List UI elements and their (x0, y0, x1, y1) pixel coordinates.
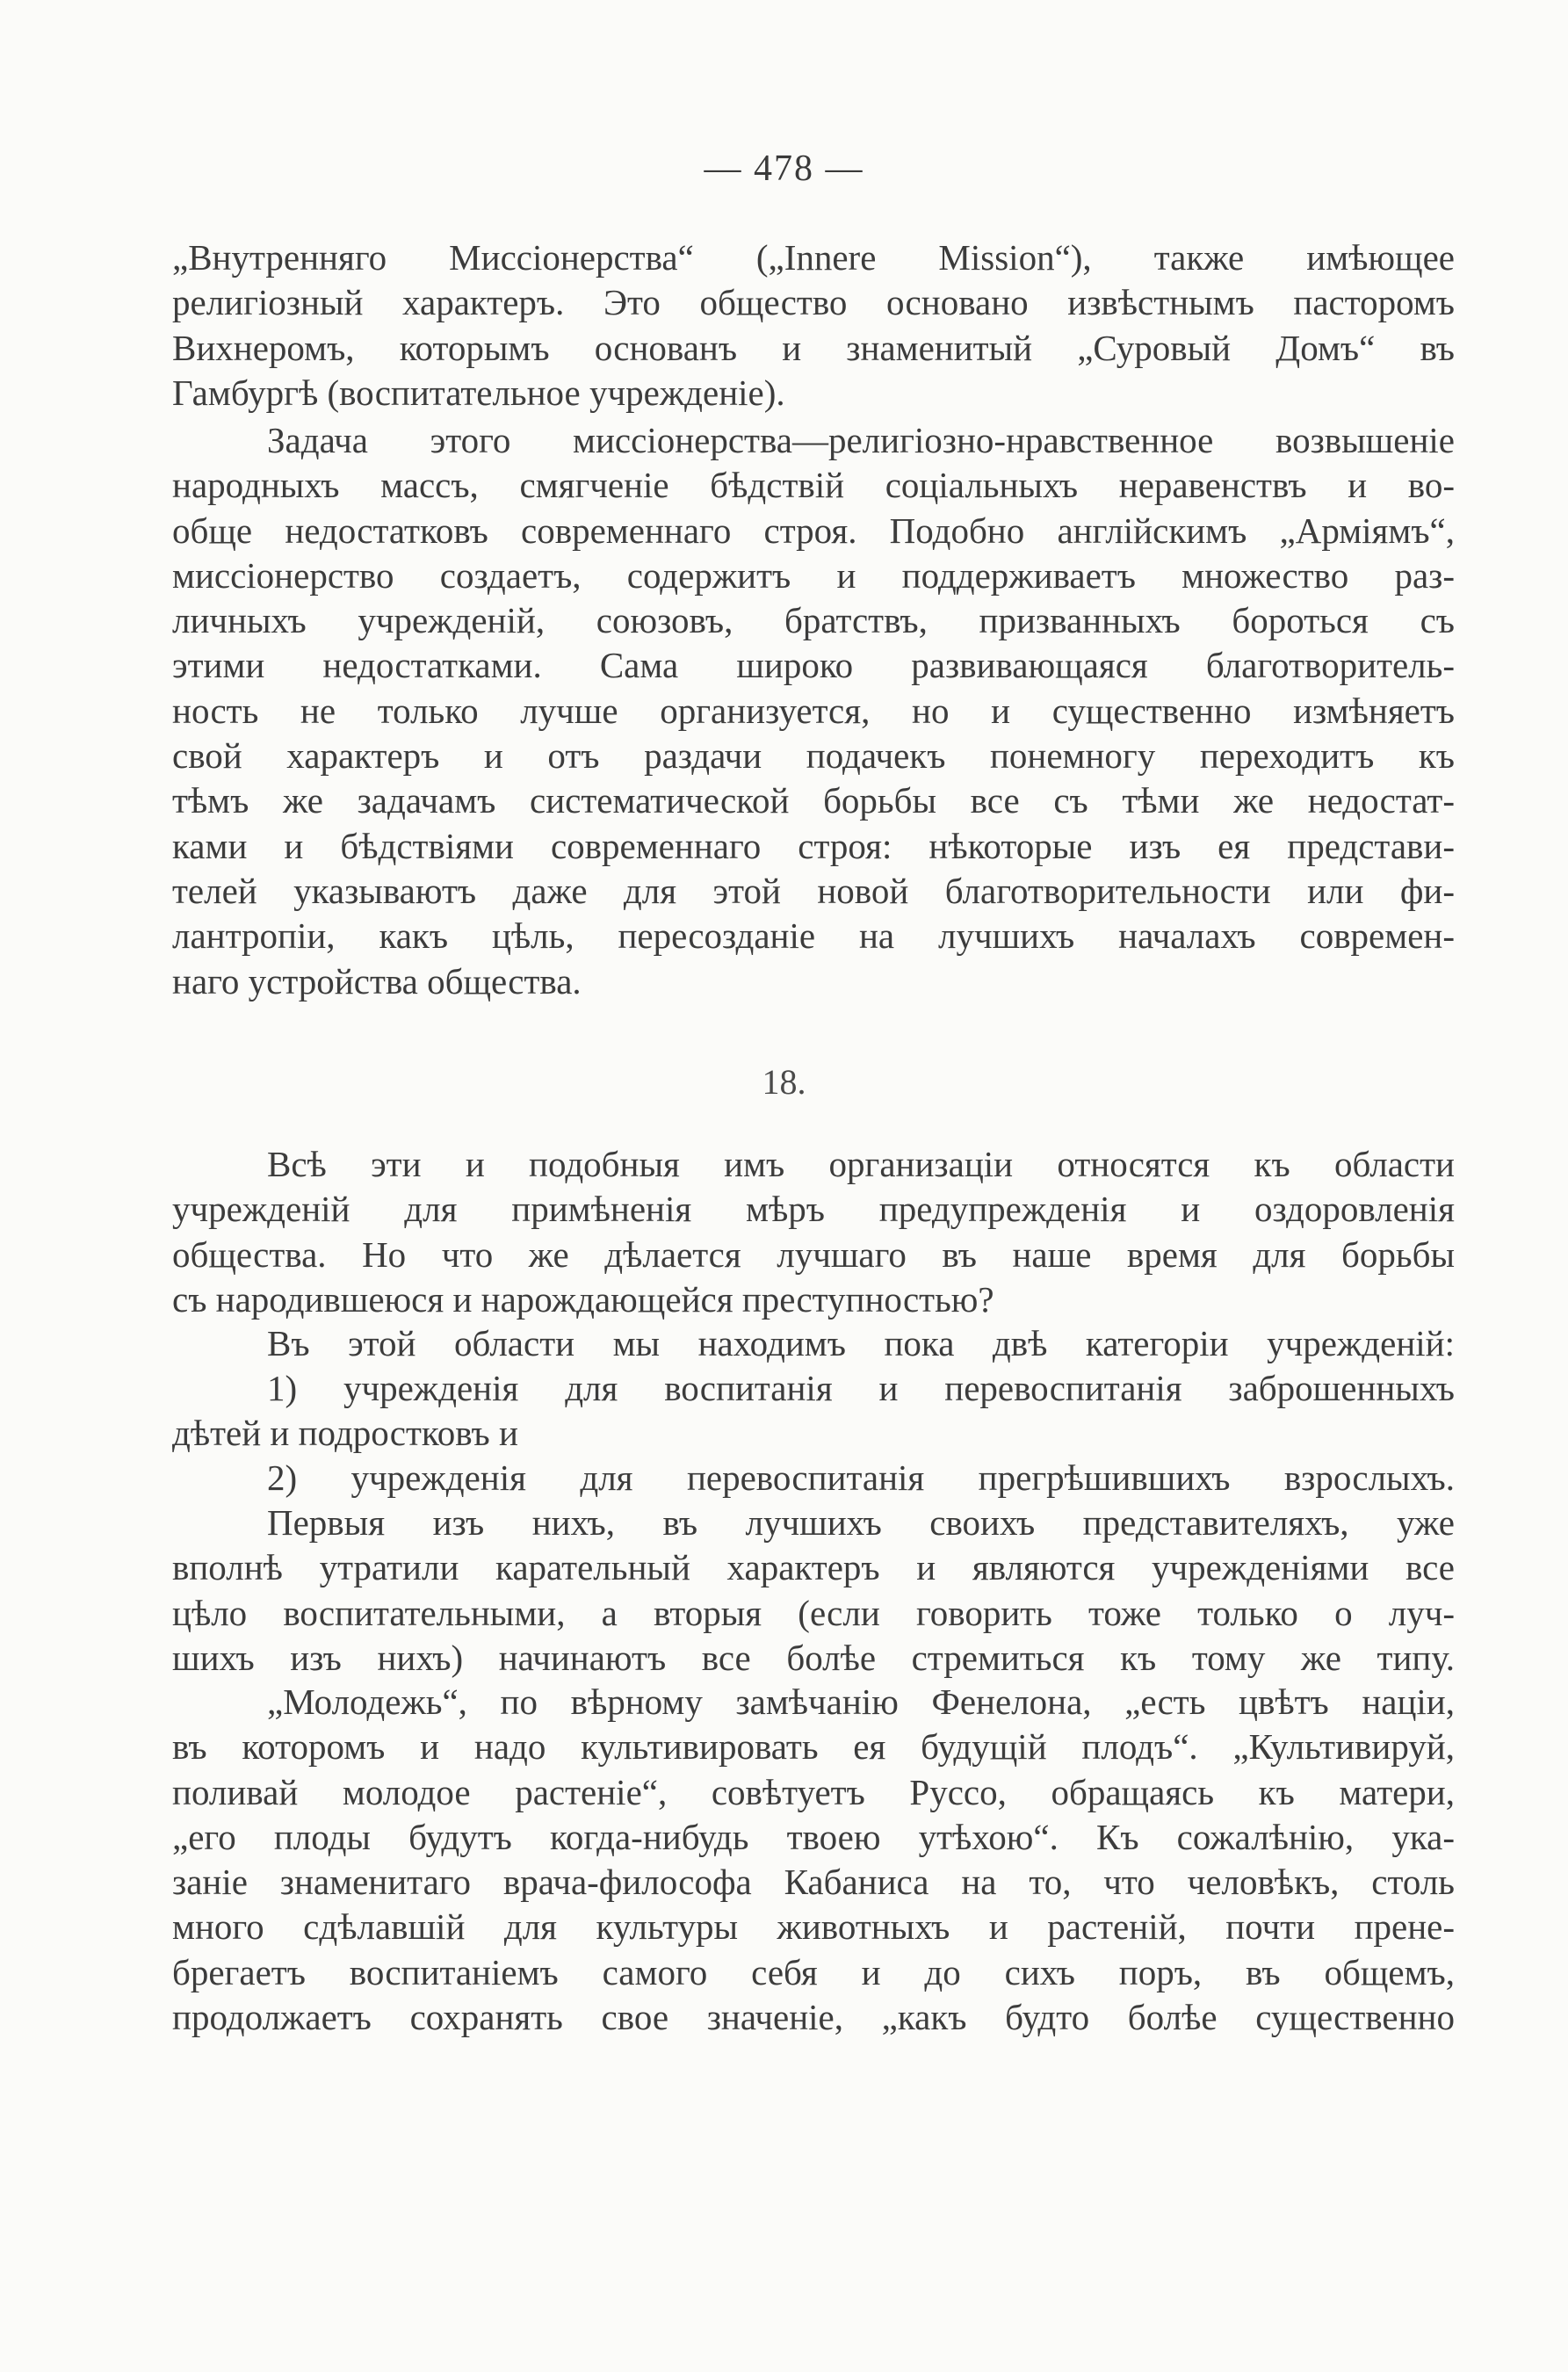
text-line: телей указываютъ даже для этой новой благотворительности или фи- (172, 870, 1455, 911)
text-line: наго устройства общества. (172, 960, 582, 1002)
text-line: этими недостатками. Сама широко развивающаяся благотворитель- (172, 645, 1455, 686)
text-line: Гамбургѣ (воспитательное учрежденіе). (172, 372, 785, 413)
text-line: „Молодежь“, по вѣрному замѣчанію Фенелона, „есть цвѣтъ націи, (267, 1681, 1455, 1722)
section-number: 18. (762, 1062, 806, 1102)
text-line: въ которомъ и надо культивировать ея будущій плодъ“. „Культивируй, (172, 1726, 1455, 1768)
text-line: Всѣ эти и подобныя имъ организаціи относятся къ области (267, 1144, 1455, 1184)
text-line: Первыя изъ нихъ, въ лучшихъ своихъ представителяхъ, уже (267, 1502, 1455, 1543)
text-line: много сдѣлавшій для культуры животныхъ и растеній, почти прене- (172, 1906, 1455, 1948)
paragraph-mission-task (172, 418, 1455, 1004)
paragraph-categories (172, 1321, 1455, 1366)
text-line: тѣмъ же задачамъ систематической борьбы все съ тѣми же недостат- (172, 780, 1455, 821)
text-line: брегаетъ воспитаніемъ самого себя и до сихъ поръ, въ общемъ, (172, 1951, 1455, 1992)
paragraph-innere-mission (172, 235, 1455, 416)
paragraph-youth (172, 1680, 1455, 2040)
text-line: шихъ изъ нихъ) начинаютъ все болѣе стремиться къ тому же типу. (172, 1637, 1455, 1678)
text-line: „его плоды будутъ когда-нибудь твоею утѣхою“. Къ сожалѣнію, ука- (172, 1816, 1455, 1857)
text-line: обще недостатковъ современнаго строя. Подобно англійскимъ „Арміямъ“, (172, 510, 1455, 551)
text-line: дѣтей и подростковъ и (172, 1413, 518, 1454)
text-line: съ народившеюся и нарождающейся преступностью? (172, 1278, 994, 1320)
paragraph-organizations (172, 1142, 1455, 1322)
text-line: религіозный характеръ. Это общество основано извѣстнымъ пасторомъ (172, 282, 1455, 323)
text-line: лантропіи, какъ цѣль, пересозданіе на лучшихъ началахъ современ- (172, 915, 1455, 957)
text-line: ность не только лучше организуется, но и существенно измѣняетъ (172, 690, 1455, 731)
list-item-2 (172, 1456, 1455, 1501)
text-line: продолжаетъ сохранять свое значеніе, „какъ будто болѣе существенно (172, 1997, 1455, 2038)
text-line: цѣло воспитательными, а вторыя (если говорить тоже только о луч- (172, 1592, 1455, 1633)
text-line: заніе знаменитаго врача-философа Кабаниса на то, что человѣкъ, столь (172, 1862, 1455, 1903)
page-number: — 478 — (704, 148, 864, 189)
text-line: ками и бѣдствіями современнаго строя: нѣкоторые изъ ея представи- (172, 825, 1455, 866)
text-line: „Внутренняго Миссіонерства“ („Innere Mission“), также имѣющее (172, 237, 1455, 278)
text-line: 1) учрежденія для воспитанія и перевоспитанія заброшенныхъ (267, 1368, 1455, 1408)
paragraph-first-institutions (172, 1501, 1455, 1681)
list-item-1 (172, 1366, 1455, 1457)
text-line: 2) учрежденія для перевоспитанія прегрѣшившихъ взрослыхъ. (267, 1457, 1455, 1498)
text-line: народныхъ массъ, смягченіе бѣдствій соціальныхъ неравенствъ и во- (172, 465, 1455, 506)
text-line: миссіонерство создаетъ, содержитъ и поддерживаетъ множество раз- (172, 554, 1455, 596)
text-line: поливай молодое растеніе“, совѣтуетъ Руссо, обращаясь къ матери, (172, 1771, 1455, 1812)
text-line: общества. Но что же дѣлается лучшаго въ наше время для борьбы (172, 1233, 1455, 1275)
text-line: свой характеръ и отъ раздачи подачекъ понемногу переходитъ къ (172, 735, 1455, 777)
text-line: Вихнеромъ, которымъ основанъ и знаменитый „Суровый Домъ“ въ (172, 327, 1455, 368)
text-line: Задача этого миссіонерства—религіозно-нравственное возвышеніе (267, 420, 1455, 460)
text-line: учрежденій для примѣненія мѣръ предупрежденія и оздоровленія (172, 1189, 1455, 1230)
text-line: вполнѣ утратили карательный характеръ и являются учрежденіями все (172, 1547, 1455, 1588)
text-line: Въ этой области мы находимъ пока двѣ категоріи учрежденій: (267, 1323, 1455, 1363)
text-line: личныхъ учрежденій, союзовъ, братствъ, призванныхъ бороться съ (172, 600, 1455, 641)
